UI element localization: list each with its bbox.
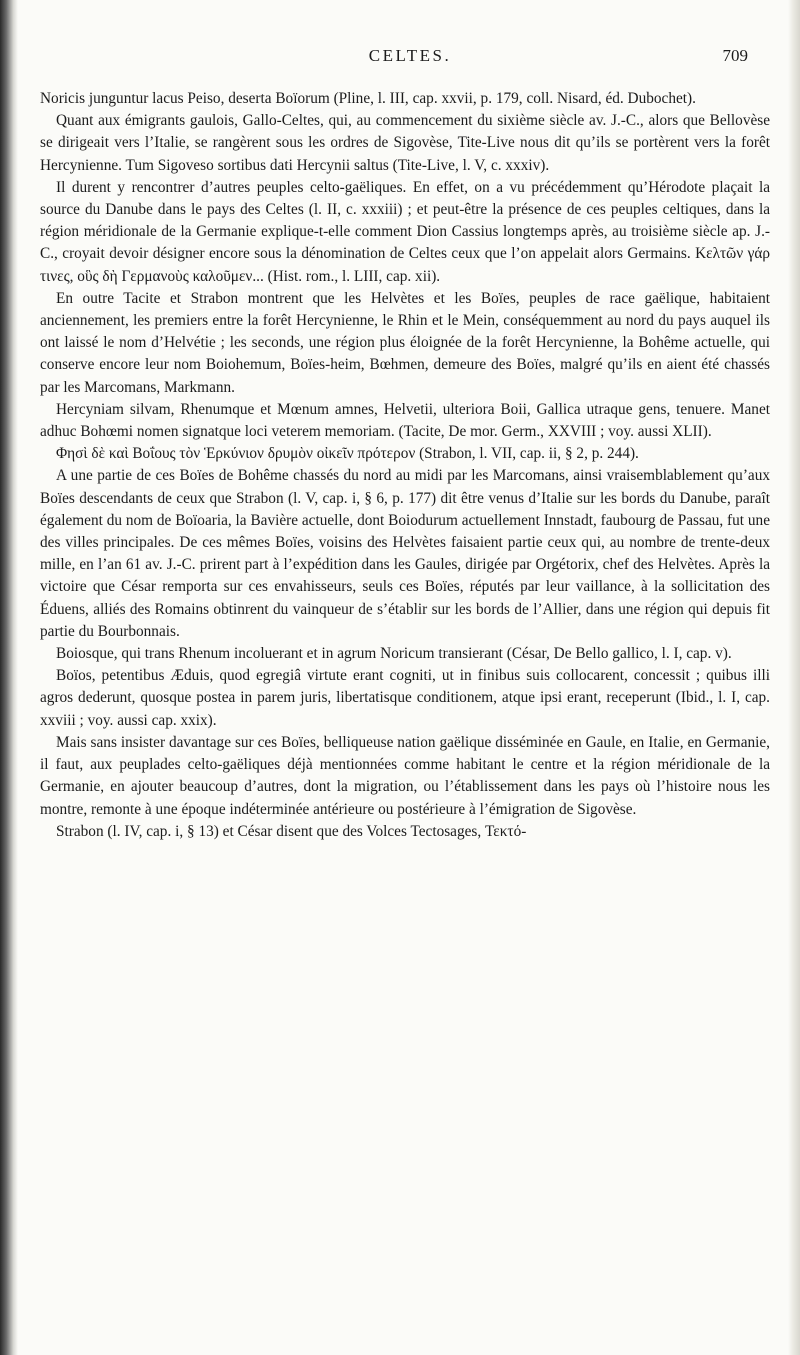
binding-shadow [0, 0, 18, 1355]
paragraph: A une partie de ces Boïes de Bohême chassés du nord au midi par les Marcomans, ainsi vraisemblablement qu’aux Boïes descendants de ceux que Strabon (l. V, cap. i, § 6, p. 177) dit être venus d’Italie sur les bords du Danube, paraît également du nom de Boïoaria, la Bavière actuelle, dont Boiodurum actuellement Innstadt, faubourg de Passau, fut une des villes principales. De ces mêmes Boïes, voisins des Helvètes faisaient partie ceux qui, au nombre de trente-deux mille, en l’an 61 av. J.-C. prirent part à l’expédition dans les Gaules, dirigée par Orgétorix, chef des Helvètes. Après la victoire que César remporta sur ces envahisseurs, seuls ces Boïes, réputés par leur vaillance, à la sollicitation des Éduens, alliés des Romains obtinrent du vainqueur de s’établir sur les bords de l’Allier, dans une région qui depuis fit partie du Bourbonnais. [40, 467, 770, 640]
paragraph: Quant aux émigrants gaulois, Gallo-Celtes, qui, au commencement du sixième siècle av. J.-C., alors que Bellovèse se dirigeait vers l’Italie, se rangèrent sous les ordres de Sigovèse, Tite-Live nous dit qu’ils se portèrent vers la forêt Hercynienne. Tum Sigoveso sortibus dati Hercynii saltus (Tite-Live, l. V, c. xxxiv). [40, 112, 770, 174]
paragraph: Hercyniam silvam, Rhenumque et Mœnum amnes, Helvetii, ulteriora Boii, Gallica utraque gens, tenuere. Manet adhuc Bohœmi nomen signatque loci veterem memoriam. (Tacite, De mor. Germ., XXVIII ; voy. aussi XLII). [40, 400, 770, 441]
paragraph: Strabon (l. IV, cap. i, § 13) et César disent que des Volces Tectosages, Τεκτό- [56, 822, 527, 840]
paragraph: Il durent y rencontrer d’autres peuples celto-gaëliques. En effet, on a vu précédemment qu’Hérodote plaçait la source du Danube dans le pays des Celtes (l. II, c. xxxiii) ; et peut-être la présence de ces peuples celtiques, dans la région méridionale de la Germanie explique-t-elle comment Dion Cassius longtemps après, au troisième siècle ap. J.-C., croyait devoir désigner encore sous la dénomination de Celtes ceux que l’on appelait alors Germains. Κελτῶν γάρ τινες, οὓς δὴ Γερμανοὺς καλοῦμεν... (Hist. rom., l. LIII, cap. xii). [40, 178, 770, 285]
paragraph: Φησὶ δὲ καὶ Βοΐους τὸν Ἑρκύνιον δρυμὸν οἰκεῖν πρότερον (Strabon, l. VII, cap. ii, § 2, p. 244). [56, 445, 639, 463]
body-text [40, 88, 770, 843]
page-number: 709 [722, 46, 748, 65]
paragraph: En outre Tacite et Strabon montrent que les Helvètes et les Boïes, peuples de race gaëlique, habitaient anciennement, les premiers entre la forêt Hercynienne, le Rhin et le Mein, conséquemment au nord du pays auquel ils ont laissé le nom d’Helvétie ; les seconds, une région plus éloignée de la forêt Hercynienne, la Bohême actuelle, qui conserve encore leur nom Boiohemum, Boïes-heim, Bœhmen, demeure des Boïes, malgré qu’ils en aient été chassés par les Marcomans, Markmann. [40, 289, 770, 396]
page-edge [788, 0, 800, 1355]
page-header [40, 44, 780, 70]
paragraph: Mais sans insister davantage sur ces Boïes, belliqueuse nation gaëlique disséminée en Gaule, en Italie, en Germanie, il faut, aux peuplades celto-gaëliques déjà mentionnées comme habitant le centre et la région méridionale de la Germanie, en ajouter beaucoup d’autres, dont la migration, ou l’établissement dans les pays où l’histoire nous les montre, remonte à une époque indéterminée antérieure ou postérieure à l’émigration de Sigovèse. [40, 733, 770, 818]
paragraph: Noricis junguntur lacus Peiso, deserta Boïorum (Pline, l. III, cap. xxvii, p. 179, coll. Nisard, éd. Dubochet). [40, 90, 696, 107]
paragraph: Boiosque, qui trans Rhenum incoluerant et in agrum Noricum transierant (César, De Bello gallico, l. I, cap. v). [56, 645, 732, 663]
running-head: CELTES. [368, 46, 452, 65]
paragraph: Boïos, petentibus Æduis, quod egregiâ virtute erant cogniti, ut in finibus suis collocarent, concessit ; quibus illi agros dederunt, quosque postea in parem juris, libertatisque conditionem, atque ipsi erant, receperunt (Ibid., l. I, cap. xxviii ; voy. aussi cap. xxix). [40, 667, 770, 729]
